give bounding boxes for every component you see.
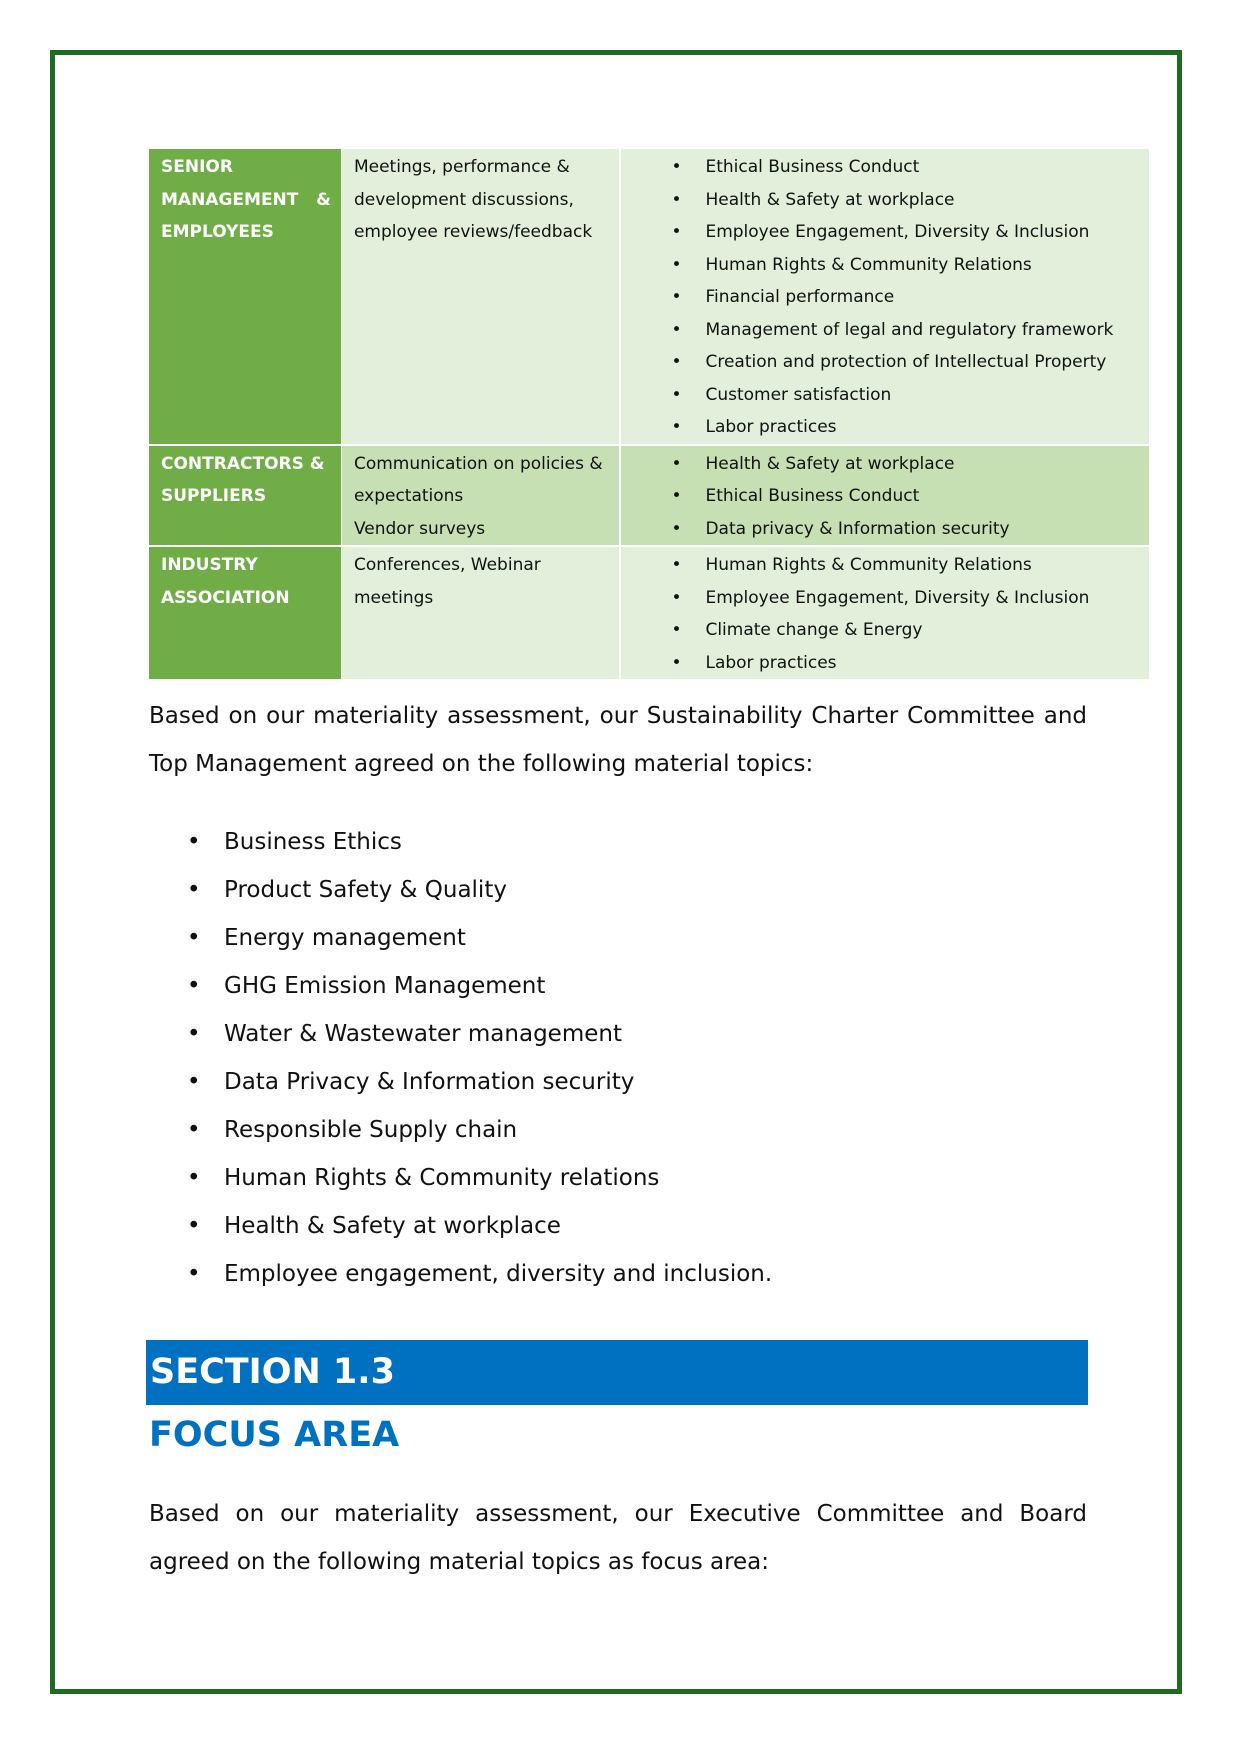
engagement-cell xyxy=(341,546,620,679)
list-item: • Human Rights & Community relations xyxy=(149,1154,772,1202)
topic-list xyxy=(621,549,1141,679)
group-line: ASSOCIATION xyxy=(161,587,290,608)
intro-paragraph: Based on our materiality assessment, our Sustainability Charter Committee and Top Management agreed on the following material topics: xyxy=(149,703,1087,777)
engagement-line: employee reviews/feedback xyxy=(353,222,593,242)
engagement-cell xyxy=(341,445,620,547)
table-row xyxy=(149,546,1149,679)
engagement-line: meetings xyxy=(353,587,434,608)
list-item: • Employee engagement, diversity and inclusion. xyxy=(149,1250,772,1298)
group-line: SUPPLIERS xyxy=(161,486,267,506)
engagement-line: Meetings, performance & xyxy=(353,157,570,177)
stakeholder-table xyxy=(149,149,1149,679)
stakeholder-group-cell xyxy=(149,445,341,547)
material-topics-list xyxy=(149,818,772,1298)
topics-cell xyxy=(620,149,1149,445)
topics-cell xyxy=(620,445,1149,547)
list-item: • Health & Safety at workplace xyxy=(149,1202,772,1250)
engagement-line: Conferences, Webinar xyxy=(353,555,541,575)
group-line: MANAGEMENT & xyxy=(161,189,331,210)
engagement-line: development discussions, xyxy=(353,189,574,210)
group-line: EMPLOYEES xyxy=(161,222,274,242)
list-item: • Management of legal and regulatory framework xyxy=(621,314,1141,347)
stakeholder-group-cell xyxy=(149,149,341,445)
list-item: • Ethical Business Conduct xyxy=(621,151,1141,184)
list-item: • Employee Engagement, Diversity & Inclusion xyxy=(621,216,1141,249)
group-line: CONTRACTORS & xyxy=(161,453,325,474)
table-row xyxy=(149,149,1149,445)
list-item: • Financial performance xyxy=(621,281,1141,314)
engagement-line: expectations xyxy=(353,486,464,506)
list-item: • Health & Safety at workplace xyxy=(621,448,1141,481)
list-item: • Human Rights & Community Relations xyxy=(621,249,1141,282)
section-title: FOCUS AREA xyxy=(149,1415,400,1455)
list-item: • Labor practices xyxy=(621,411,1141,444)
list-item: • Business Ethics xyxy=(149,818,772,866)
list-item: • Health & Safety at workplace xyxy=(621,184,1141,217)
list-item: • Data Privacy & Information security xyxy=(149,1058,772,1106)
engagement-cell xyxy=(341,149,620,445)
list-item: • Climate change & Energy xyxy=(621,614,1141,647)
topic-list xyxy=(621,448,1141,546)
table-row xyxy=(149,445,1149,547)
list-item: • GHG Emission Management xyxy=(149,962,772,1010)
list-item: • Ethical Business Conduct xyxy=(621,480,1141,513)
list-item: • Creation and protection of Intellectual Property xyxy=(621,346,1141,379)
list-item: • Water & Wastewater management xyxy=(149,1010,772,1058)
group-line: INDUSTRY xyxy=(161,555,258,575)
list-item: • Energy management xyxy=(149,914,772,962)
list-item: • Employee Engagement, Diversity & Inclusion xyxy=(621,582,1141,615)
focus-paragraph: Based on our materiality assessment, our Executive Committee and Board agreed on the following material topics as focus area: xyxy=(149,1501,1087,1575)
list-item: • Customer satisfaction xyxy=(621,379,1141,412)
group-line: SENIOR xyxy=(161,157,233,177)
topics-cell xyxy=(620,546,1149,679)
list-item: • Responsible Supply chain xyxy=(149,1106,772,1154)
stakeholder-group-cell xyxy=(149,546,341,679)
section-heading-bar: SECTION 1.3 xyxy=(146,1340,1088,1405)
engagement-line: Vendor surveys xyxy=(353,518,486,539)
list-item: • Labor practices xyxy=(621,647,1141,680)
topic-list xyxy=(621,151,1141,444)
engagement-line: Communication on policies & xyxy=(353,453,603,474)
list-item: • Human Rights & Community Relations xyxy=(621,549,1141,582)
list-item: • Product Safety & Quality xyxy=(149,866,772,914)
list-item: • Data privacy & Information security xyxy=(621,513,1141,546)
